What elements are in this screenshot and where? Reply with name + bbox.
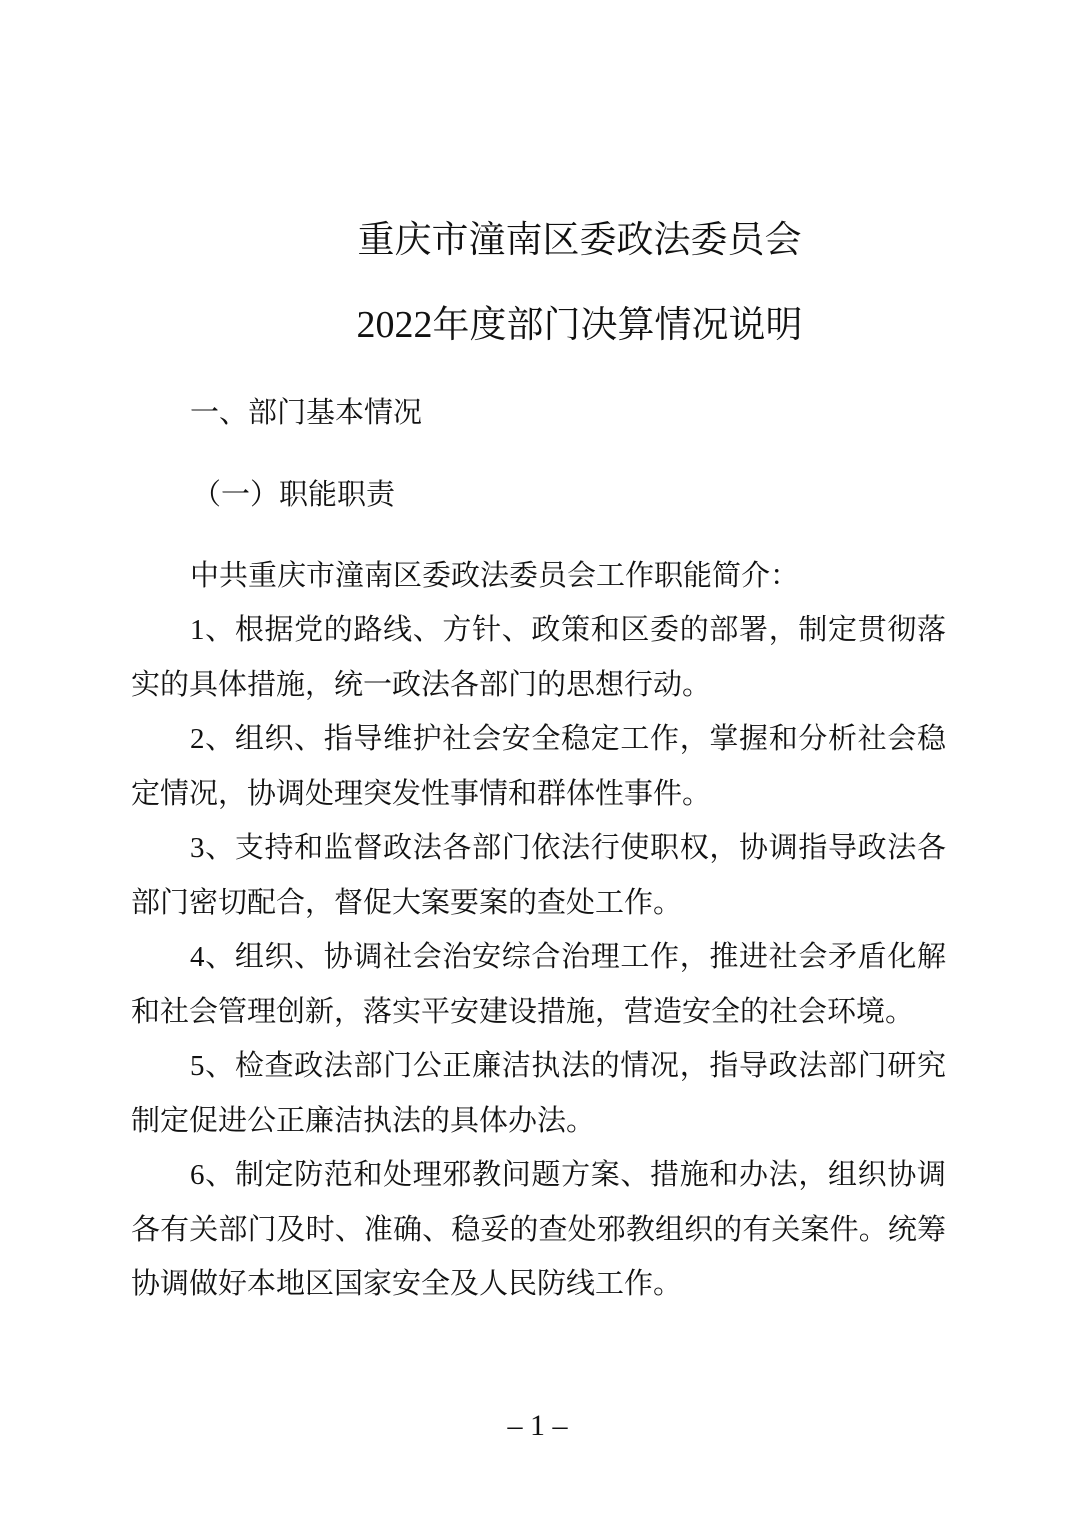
- duty-item-3: [131, 820, 946, 929]
- duty-item-1: [131, 602, 946, 711]
- subsection-heading-duties: （一）职能职责: [192, 477, 396, 511]
- duty-item-number: 5: [190, 1050, 205, 1082]
- document-title-line-1: 重庆市潼南区委政法委员会: [357, 218, 802, 261]
- duty-item-number: 2: [190, 723, 205, 755]
- duty-item-4: [131, 929, 946, 1038]
- title-year: 2022: [356, 304, 433, 346]
- duty-item-text: 、根据党的路线、方针、政策和区委的部署，制定贯彻落实的具体措施，统一政法各部门的思想行动。: [131, 612, 946, 701]
- duty-item-text: 、支持和监督政法各部门依法行使职权，协调指导政法各部门密切配合，督促大案要案的查处工作。: [131, 830, 946, 919]
- title-year-suffix: 年度部门决算情况说明: [432, 303, 803, 346]
- document-body: [131, 548, 946, 1310]
- duty-item-text: 、制定防范和处理邪教问题方案、措施和办法，组织协调各有关部门及时、准确、稳妥的查处邪教组织的有关案件。统筹协调做好本地区国家安全及人民防线工作。: [131, 1157, 946, 1300]
- duty-item-number: 3: [190, 832, 205, 864]
- duty-item-2: [131, 711, 946, 820]
- duty-item-number: 6: [190, 1159, 205, 1191]
- duty-item-number: 4: [190, 941, 205, 973]
- duty-item-5: [131, 1038, 946, 1147]
- duty-item-text: 、组织、指导维护社会安全稳定工作，掌握和分析社会稳定情况，协调处理突发性事情和群体性事件。: [131, 721, 946, 810]
- duty-item-text: 、组织、协调社会治安综合治理工作，推进社会矛盾化解和社会管理创新，落实平安建设措施，营造安全的社会环境。: [131, 939, 946, 1028]
- duty-item-text: 、检查政法部门公正廉洁执法的情况，指导政法部门研究制定促进公正廉洁执法的具体办法。: [131, 1048, 946, 1137]
- duty-item-6: [131, 1147, 946, 1310]
- duty-item-number: 1: [190, 614, 205, 646]
- page-number: – 1 –: [507, 1409, 568, 1442]
- section-heading-basic-info: 一、部门基本情况: [190, 395, 423, 429]
- document-title-line-2: [42, 301, 1075, 349]
- intro-paragraph: 中共重庆市潼南区委政法委员会工作职能简介：: [190, 558, 800, 592]
